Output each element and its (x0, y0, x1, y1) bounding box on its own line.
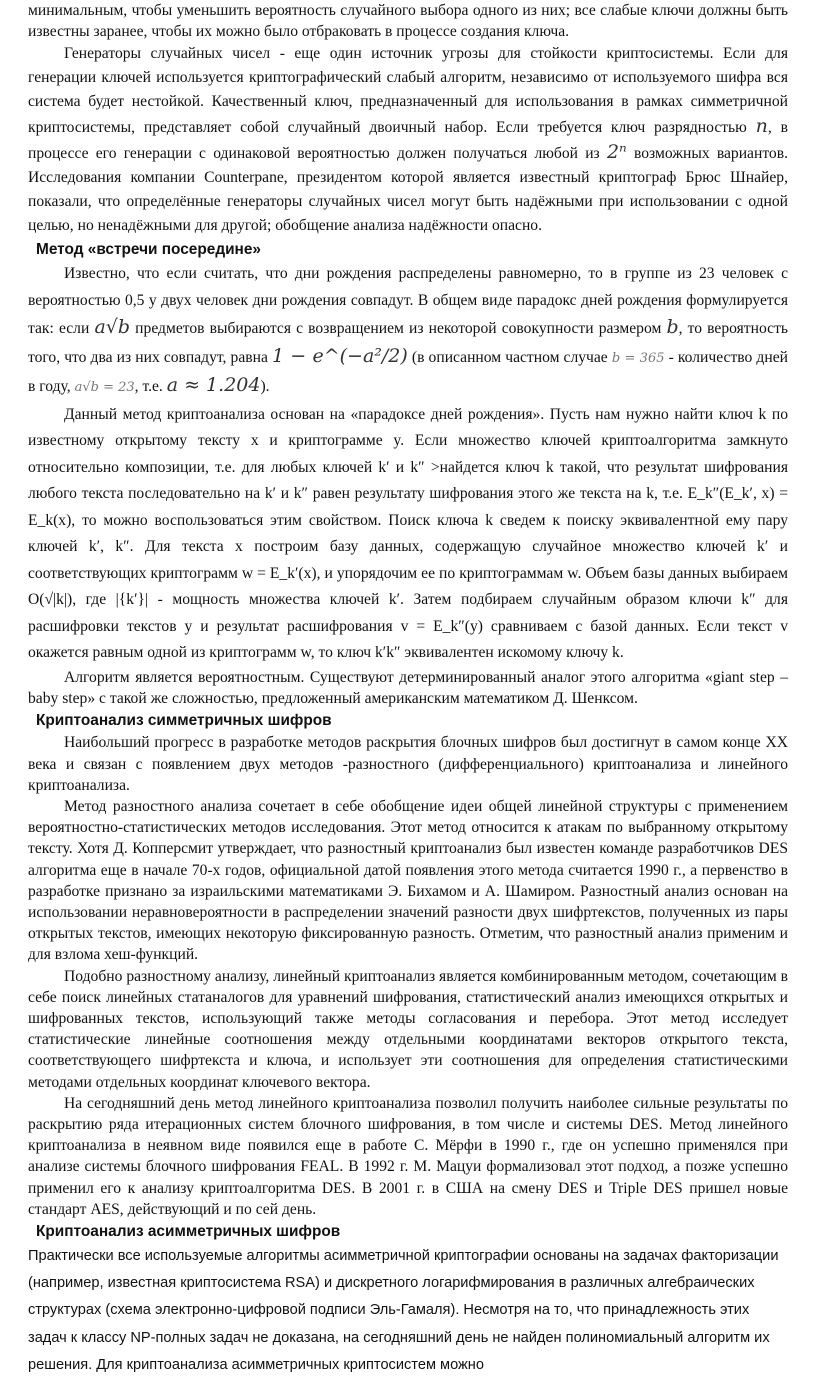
paragraph-block-ciphers: Наибольший прогресс в разработке методов раскрытия блочных шифров был достигнут в самом конце XX века и связан с появлением двух методов -разностного (дифференциального) криптоанализа и линейного криптоанализа. (28, 734, 788, 794)
heading-asymmetric-cryptanalysis: Криптоанализ асимметричных шифров (36, 1222, 341, 1240)
formula-a-sqrt-b-23: a√b = 23 (74, 380, 135, 396)
birthday-text-2: предметов выбираются с возвращением из некоторой совокупности размером (135, 320, 662, 338)
paragraph-generators (28, 42, 788, 238)
birthday-text-3: , то вероятность того, что два из них совпадут, равна (28, 320, 788, 366)
generators-text-2: , в процессе его генерации с одинаковой вероятностью должен получаться любой из (28, 119, 788, 163)
formula-n: n (755, 115, 768, 138)
formula-a-sqrt-b: a√b (94, 316, 131, 339)
paragraph-birthday-paradox (28, 261, 788, 402)
formula-b-365: b = 365 (611, 350, 665, 366)
birthday-text-5: - количество дней в году, (28, 348, 788, 396)
birthday-text-4: (в описанном частном случае (411, 348, 608, 366)
formula-collision-probability: 1 − e^(−a²/2) (271, 344, 408, 367)
birthday-text-6: , т.е. (134, 378, 163, 396)
generators-text-3: возможных вариантов. Исследования компании Counterpane, президентом которой является известный криптограф Брюс Шнайер, показали, что определённые генераторы случайных чисел могут быть надёжными при использовании с одной целью, но ненадёжными для другой; обобщение анализа надёжности опасно. (28, 145, 788, 235)
heading-meet-in-the-middle: Метод «встречи посередине» (36, 241, 261, 259)
birthday-text-7: ). (260, 378, 270, 396)
document-page (28, 0, 788, 1379)
paragraph-differential-analysis: Метод разностного анализа сочетает в себе обобщение идеи общей линейной структуры с применением вероятностно-статистических методов исследования. Этот метод относится к атакам по выбранному открытому тексту. Хотя Д. Копперсмит утверждает, что разностный криптоанализ был известен команде разработчиков DES алгоритма еще в начале 70-х годов, официальной датой появления этого метода считается 1990 г., а первенство в разработке признано за израильскими математиками Э. Бихамом и А. Шамиром. Разностный анализ основан на использовании неравновероятности в распределении значений разности двух шифртекстов, полученных из пары открытых текстов, имеющих некоторую фиксированную разность. Отметим, что разностный анализ применим и для взлома хеш-функций. (28, 797, 788, 964)
formula-b: b (666, 316, 679, 339)
paragraph-meet-in-the-middle-method: Данный метод криптоанализа основан на «парадоксе дней рождения». Пусть нам нужно найти ключ k по известному открытому тексту x и криптограмме y. Если множество ключей криптоалгоритма замкнуто относительно композиции, т.е. для любых ключей k′ и k″ >найдется ключ k такой, что результат шифрования любого текста последовательно на k′ и k″ равен результату шифрования этого же текста на k, т.е. E_k″(E_k′, x) = E_k(x), то можно воспользоваться этим свойством. Поиск ключа k сведем к поиску эквивалентной ему пару ключей k′, k″. Для текста x построим базу данных, содержащую случайное множество ключей k′ и соответствующих криптограмм w = E_k′(x), и упорядочим ее по криптограммам w. Объем базы данных выбираем O(√|k|), где |{k′}| - мощность множества ключей k′. Затем подбираем случайным образом ключи k″ для расшифровки текстов y и результат расшифрования v = E_k″(y) сравниваем с базой данных. Если текст v окажется равным одной из криптограмм w, то ключ k′k″ эквивалентен искомому ключу k. (28, 405, 788, 662)
paragraph-asymmetric: Практически все используемые алгоритмы асимметричной криптографии основаны на задачах факторизации (например, известная криптосистема RSA) и дискретного логарифмирования в различных алгебраических структурах (схема электронно-цифровой подписи Эль-Гамаля). Несмотря на то, что принадлежность этих задач к классу NP-полных задач не доказана, на сегодняшний день не найден полиномиальный алгоритм их решения. Для криптоанализа асимметричных криптосистем можно (28, 1247, 779, 1373)
paragraph-weak-keys: минимальным, чтобы уменьшить вероятность случайного выбора одного из них; все слабые ключи должны быть известны заранее, чтобы их можно было отбраковать в процессе создания ключа. (28, 2, 788, 41)
paragraph-linear-results: На сегодняшний день метод линейного криптоанализа позволил получить наиболее сильные результаты по раскрытию ряда итерационных систем блочного шифрования, в том числе и системы DES. Метод линейного криптоанализа в неявном виде появился еще в работе С. Мёрфи в 1990 г., где он успешно применялся при анализе системы блочного шифрования FEAL. В 1992 г. М. Мацуи формализовал этот подход, а позже успешно применил его к анализу криптоалгоритма DES. В 2001 г. в США на смену DES и Triple DES пришел новые стандарт AES, действующий и по сей день. (28, 1094, 788, 1218)
formula-two-power-n: 2ⁿ (606, 141, 627, 164)
paragraph-linear-analysis: Подобно разностному анализу, линейный криптоанализ является комбинированным методом, сочетающим в себе поиск линейных статаналогов для уравнений шифрования, статистический анализ имеющихся открытых и шифрованных текстов, использующий также методы согласования и перебора. Этот метод исследует статистические линейные соотношения между отдельными координатами векторов открытого текста, соответствующего шифртекста и ключа, и использует эти соотношения для определения статистическими методами отдельных координат ключевого вектора. (28, 967, 788, 1091)
heading-symmetric-cryptanalysis: Криптоанализ симметричных шифров (36, 712, 332, 730)
formula-a-approx: a ≈ 1.204 (166, 374, 261, 397)
generators-text-1: Генераторы случайных чисел - еще один источник угрозы для стойкости криптосистемы. Если для генерации ключей используется криптографический слабый алгоритм, независимо от используемого шифра вся система будет нестойкой. Качественный ключ, предназначенный для использования в рамках симметричной криптосистемы, представляет собой случайный двоичный набор. Если требуется ключ разрядностью (28, 45, 788, 137)
paragraph-probabilistic-algorithm: Алгоритм является вероятностным. Существуют детерминированный аналог этого алгоритма «giant step – baby step» с такой же сложностью, предложенный американским математиком Д. Шенксом. (28, 668, 788, 708)
birthday-text-1: Известно, что если считать, что дни рождения распределены равномерно, то в группе из 23 человек с вероятностью 0,5 у двух человек дни рождения совпадут. В общем виде парадокс дней рождения формулируется так: если (28, 265, 788, 338)
